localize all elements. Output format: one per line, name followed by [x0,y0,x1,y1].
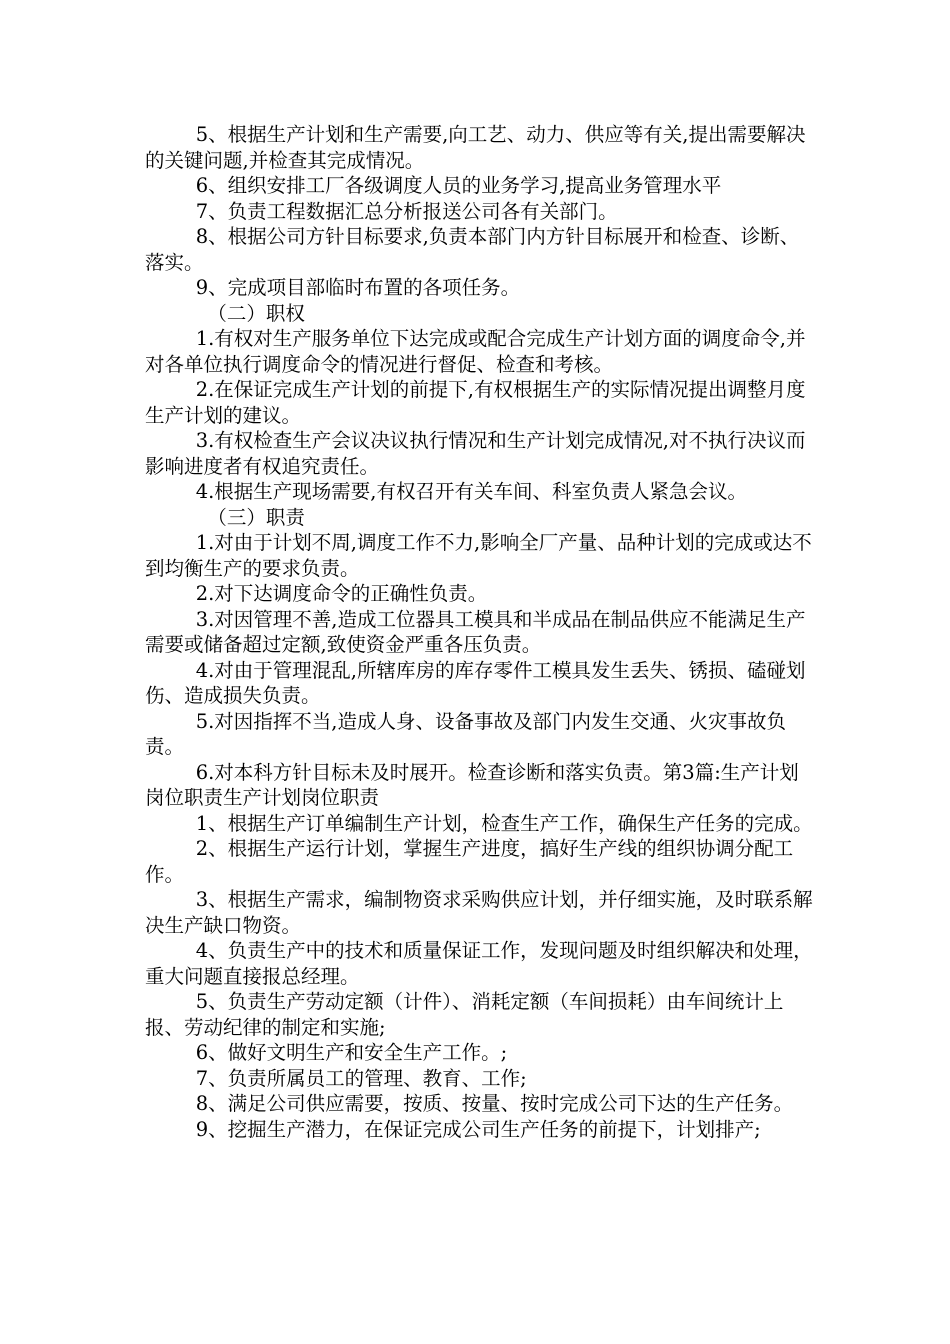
paragraph: 3.有权检查生产会议决议执行情况和生产计划完成情况,对不执行决议而影响进度者有权追究责任。 [145,429,806,478]
section-heading: （二）职权 [207,301,305,325]
paragraph: 4、负责生产中的技术和质量保证工作，发现问题及时组织解决和处理，重大问题直接报总经理。 [145,939,813,988]
paragraph: 6、做好文明生产和安全生产工作。; [195,1041,508,1064]
paragraph: 7、负责工程数据汇总分析报送公司各有关部门。 [195,199,618,223]
paragraph: 4.根据生产现场需要,有权召开有关车间、科室负责人紧急会议。 [195,480,747,503]
paragraph: 9、挖掘生产潜力，在保证完成公司生产任务的前提下，计划排产; [195,1117,761,1141]
paragraph: 5.对因指挥不当,造成人身、设备事故及部门内发生交通、火灾事故负责。 [145,709,786,758]
paragraph: 8、根据公司方针目标要求,负责本部门内方针目标展开和检查、诊断、落实。 [145,225,800,274]
paragraph: 5、根据生产计划和生产需要,向工艺、动力、供应等有关,提出需要解决的关键问题,并检查其完成情况。 [145,123,806,172]
paragraph: 1.对由于计划不周,调度工作不力,影响全厂产量、品种计划的完成或达不到均衡生产的要求负责。 [145,531,812,580]
paragraph: 5、负责生产劳动定额（计件）、消耗定额（车间损耗）由车间统计上报、劳动纪律的制定和实施; [145,990,784,1039]
paragraph: 1、根据生产订单编制生产计划，检查生产工作，确保生产任务的完成。 [195,811,813,835]
paragraph: 2.对下达调度命令的正确性负责。 [195,582,488,605]
paragraph: 9、完成项目部临时布置的各项任务。 [195,276,521,299]
paragraph: 6、组织安排工厂各级调度人员的业务学习,提高业务管理水平 [195,174,722,197]
paragraph: 2.在保证完成生产计划的前提下,有权根据生产的实际情况提出调整月度生产计划的建议。 [145,378,806,427]
paragraph: 7、负责所属员工的管理、教育、工作; [195,1066,527,1090]
paragraph: 3.对因管理不善,造成工位器具工模具和半成品在制品供应不能满足生产需要或储备超过定额,致使资金严重各压负责。 [145,607,806,656]
paragraph: 2、根据生产运行计划，掌握生产进度，搞好生产线的组织协调分配工作。 [145,837,794,886]
paragraph: 8、满足公司供应需要，按质、按量、按时完成公司下达的生产任务。 [195,1092,794,1115]
paragraph: 4.对由于管理混乱,所辖库房的库存零件工模具发生丢失、锈损、磕碰划伤、造成损失负责。 [145,658,806,707]
paragraph: 3、根据生产需求，编制物资求采购供应计划，并仔细实施，及时联系解决生产缺口物资。 [145,888,813,937]
section-heading: （三）职责 [207,505,305,529]
paragraph: 6.对本科方针目标未及时展开。检查诊断和落实负责。第3篇:生产计划岗位职责生产计划岗位职责 [145,760,799,809]
paragraph: 1.有权对生产服务单位下达完成或配合完成生产计划方面的调度命令,并对各单位执行调度命令的情况进行督促、检查和考核。 [145,327,806,376]
document-body [145,122,815,1142]
